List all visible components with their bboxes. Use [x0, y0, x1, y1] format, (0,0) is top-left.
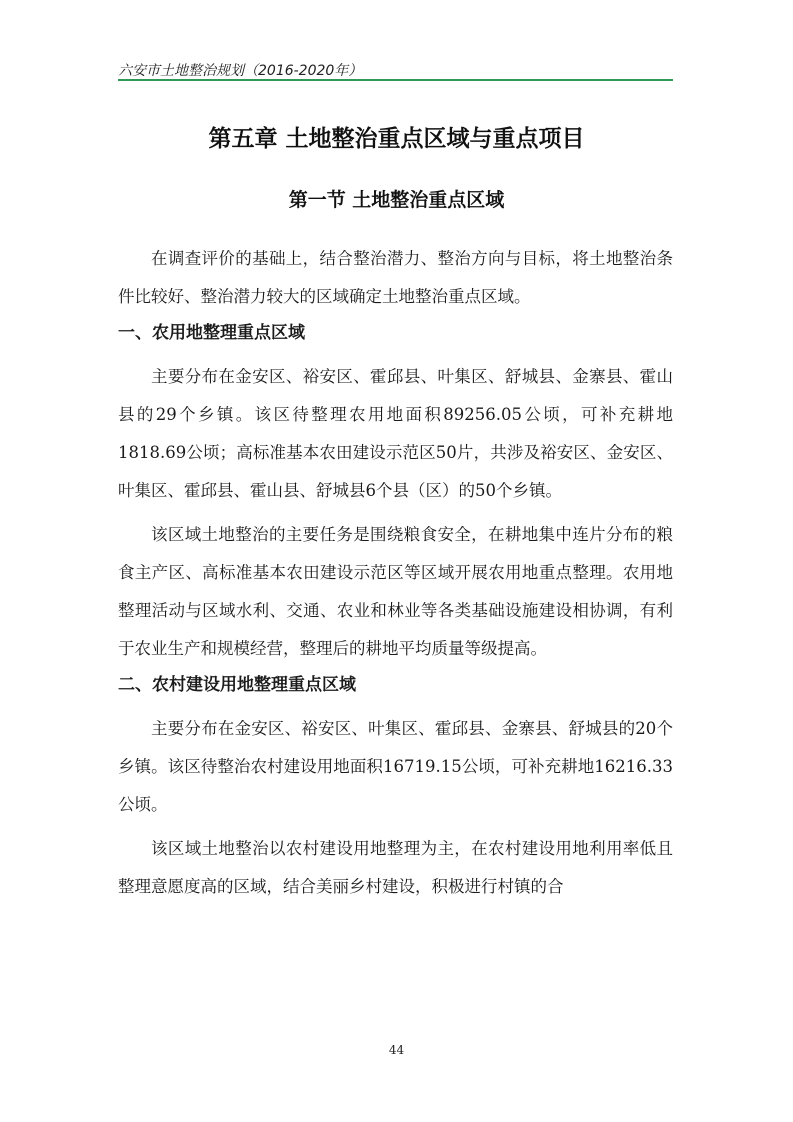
section-title: 第一节 土地整治重点区域 — [288, 189, 505, 211]
part1-paragraph-2: 该区域土地整治的主要任务是围绕粮食安全，在耕地集中连片分布的粮食主产区、高标准基本农田建设示范区等区域开展农用地重点整理。农用地整理活动与区域水利、交通、农业和林业等各类基础设施建设相协调，有利于农业生产和规模经营，整理后的耕地平均质量等级提高。 — [118, 525, 673, 658]
running-header: 六安市土地整治规划（2016-2020年） — [118, 63, 363, 79]
page-number: 44 — [388, 1043, 405, 1057]
intro-paragraph: 在调查评价的基础上，结合整治潜力、整治方向与目标，将土地整治条件比较好、整治潜力较大的区域确定土地整治重点区域。 — [118, 249, 673, 306]
part1-paragraph-1: 主要分布在金安区、裕安区、霍邱县、叶集区、舒城县、金寨县、霍山县的29个乡镇。该区待整理农用地面积89256.05公顷，可补充耕地1818.69公顷；高标准基本农田建设示范区50片，共涉及裕安区、金安区、叶集区、霍邱县、霍山县、舒城县6个县（区）的50个乡镇。 — [118, 367, 673, 500]
part2-paragraph-1: 主要分布在金安区、裕安区、叶集区、霍邱县、金寨县、舒城县的20个乡镇。该区待整治农村建设用地面积16719.15公顷，可补充耕地16216.33公顷。 — [118, 719, 673, 814]
part2-paragraph-2: 该区域土地整治以农村建设用地整理为主，在农村建设用地利用率低且整理意愿度高的区域，结合美丽乡村建设，积极进行村镇的合 — [118, 839, 673, 896]
part1-heading: 一、农用地整理重点区域 — [118, 323, 305, 343]
header-rule — [118, 79, 673, 81]
body-content — [118, 240, 673, 906]
part2-heading: 二、农村建设用地整理重点区域 — [118, 675, 356, 695]
chapter-title: 第五章 土地整治重点区域与重点项目 — [208, 126, 585, 152]
